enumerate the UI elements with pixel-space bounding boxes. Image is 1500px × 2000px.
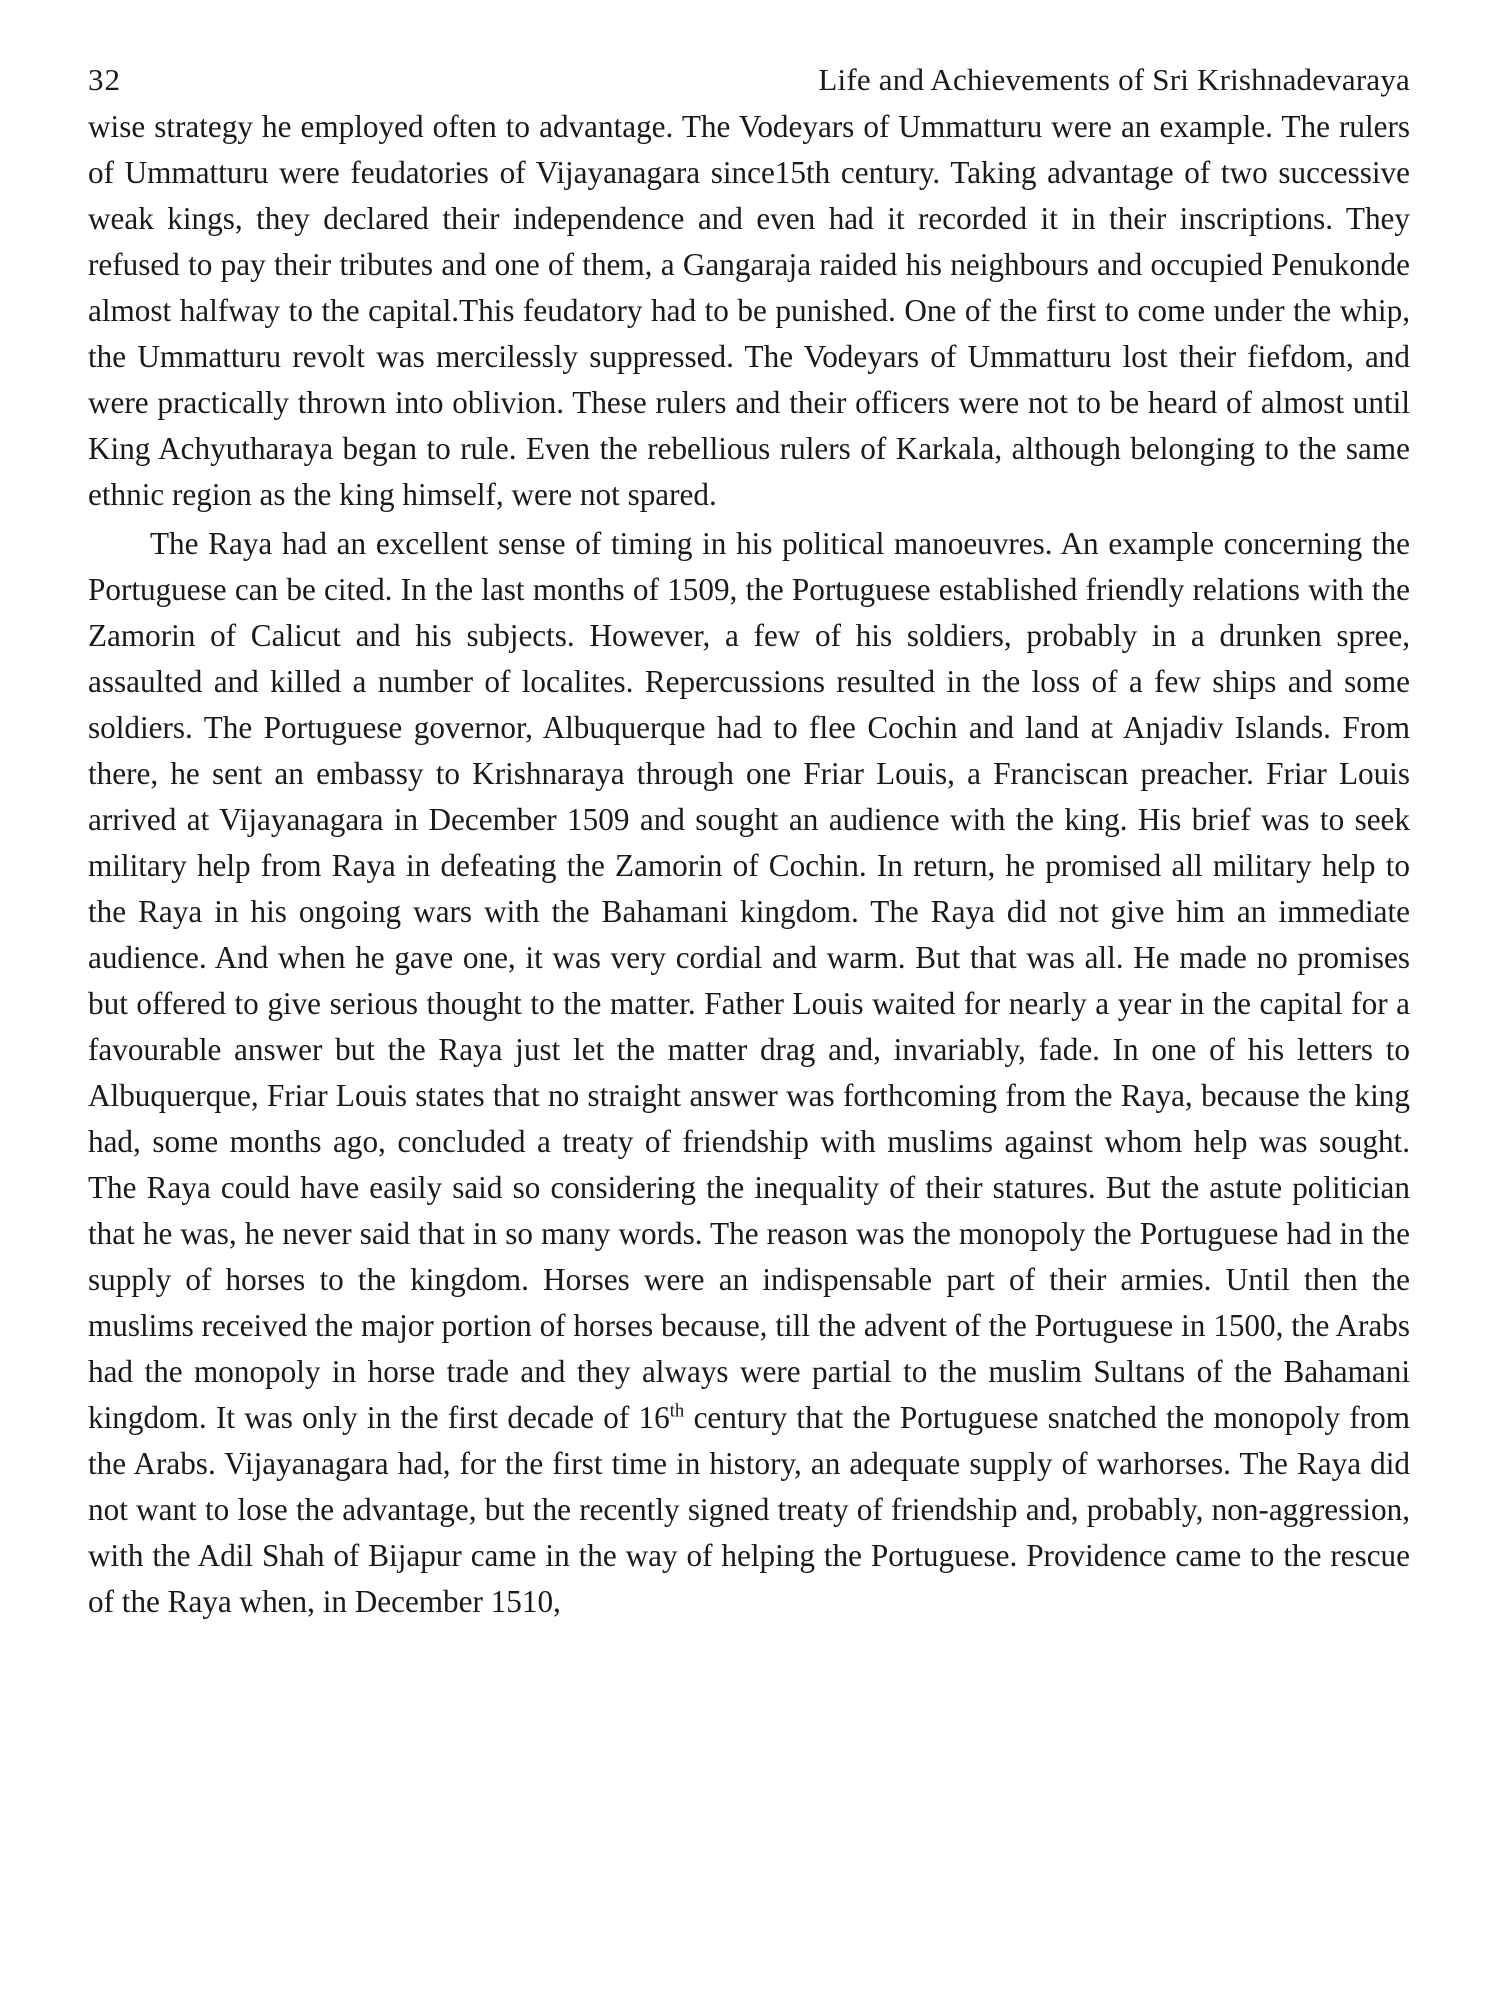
running-title: Life and Achievements of Sri Krishnadevaraya [818, 62, 1410, 97]
paragraph-2-main: The Raya had an excellent sense of timing in his political manoeuvres. An example concerning the Portuguese can be cited. In the last months of 1509, the Portuguese established friendly relations with the Zamorin of Calicut and his subjects. However, a few of his soldiers, probably in a drunken spree, assaulted and killed a number of localites. Repercussions resulted in the loss of a few ships and some soldiers. The Portuguese governor, Albuquerque had to flee Cochin and land at Anjadiv Islands. From there, he sent an embassy to Krishnaraya through one Friar Louis, a Franciscan preacher. Friar Louis arrived at Vijayanagara in December 1509 and sought an audience with the king. His brief was to seek military help from Raya in defeating the Zamorin of Cochin. In return, he promised all military help to the Raya in his ongoing wars with the Bahamani kingdom. The Raya did not give him an immediate audience. And when he gave one, it was very cordial and warm. But that was all. He made no promises but offered to give serious thought to the matter. Father Louis waited for nearly a year in the capital for a favourable answer but the Raya just let the matter drag and, invariably, fade. In one of his letters to Albuquerque, Friar Louis states that no straight answer was forthcoming from the Raya, because the king had, some months ago, concluded a treaty of friendship with muslims against whom help was sought. The Raya could have easily said so considering the inequality of their statures. But the astute politician that he was, he never said that in so many words. The reason was the monopoly the Portuguese had in the supply of horses to the kingdom. Horses were an indispensable part of their armies. Until then the muslims received the major portion of horses because, till the advent of the Portuguese in 1500, the Arabs had the monopoly in horse trade and they always were partial to the muslim Sultans of the Bahamani kingdom. It was only in the first decade of 16 [88, 526, 1410, 1435]
ordinal-suffix: th [669, 1400, 685, 1422]
paragraph-1: wise strategy he employed often to advantage. The Vodeyars of Ummatturu were an example. The rulers of Ummatturu were feudatories of Vijayanagara since15th century. Taking advantage of two successive weak kings, they declared their independence and even had it recorded it in their inscriptions. They refused to pay their tributes and one of them, a Gangaraja raided his neighbours and occupied Penukonde almost halfway to the capital.This feudatory had to be punished. One of the first to come under the whip, the Ummatturu revolt was mercilessly suppressed. The Vodeyars of Ummatturu lost their fiefdom, and were practically thrown into oblivion. These rulers and their officers were not to be heard of almost until King Achyutharaya began to rule. Even the rebellious rulers of Karkala, although belonging to the same ethnic region as the king himself, were not spared. [88, 109, 1410, 512]
book-page [88, 60, 1410, 1625]
page-number: 32 [88, 62, 121, 97]
page-header [88, 60, 1410, 104]
paragraph-2 [88, 521, 1410, 1625]
paragraph-2-tail: century that the Portuguese snatched the monopoly from the Arabs. Vijayanagara had, for the first time in history, an adequate supply of warhorses. The Raya did not want to lose the advantage, but the recently signed treaty of friendship and, probably, non-aggression, with the Adil Shah of Bijapur came in the way of helping the Portuguese. Providence came to the rescue of the Raya when, in December 1510, [88, 1400, 1410, 1619]
